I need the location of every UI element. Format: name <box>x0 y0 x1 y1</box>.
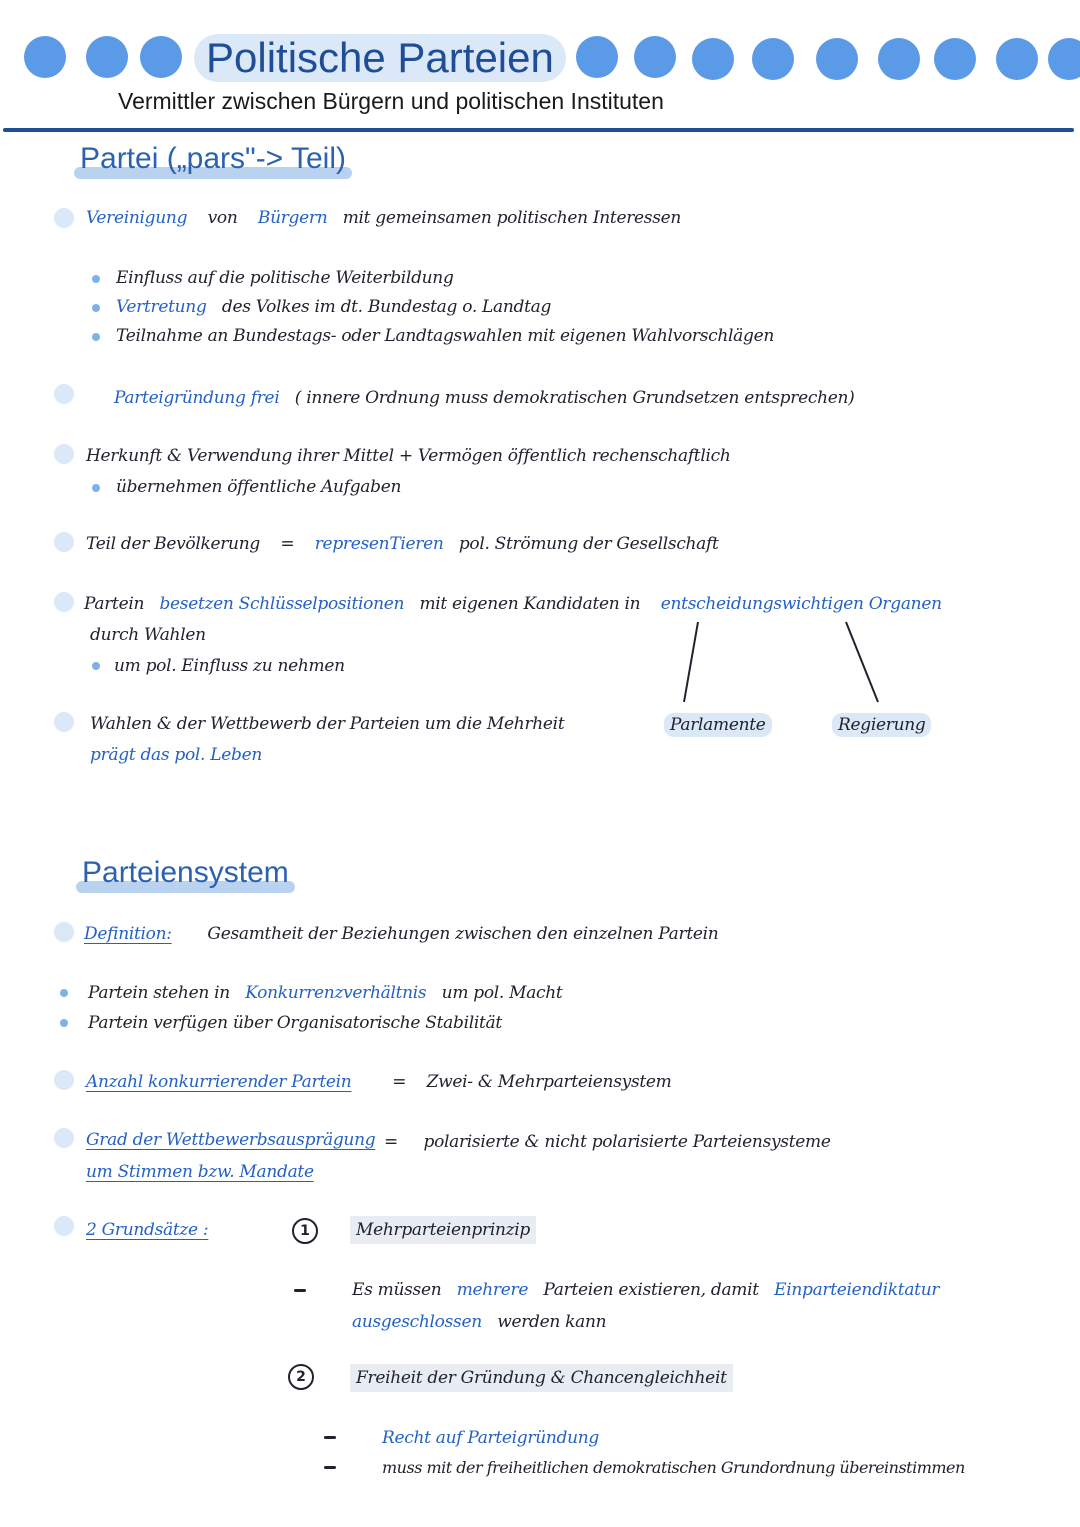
note-line: Recht auf Parteigründung <box>382 1428 599 1448</box>
note-line: Partein stehen in Konkurrenzverhältnis um pol. Macht <box>88 983 563 1003</box>
section-heading-partei: Partei („pars"-> Teil) <box>80 142 346 176</box>
note-line: ausgeschlossen werden kann <box>352 1312 607 1332</box>
dash-mark <box>324 1466 336 1469</box>
bullet-circle <box>54 1070 74 1090</box>
note-line: um pol. Einfluss zu nehmen <box>114 656 345 676</box>
branch-label-regierung: Regierung <box>832 713 931 737</box>
bullet-circle <box>54 922 74 942</box>
branch-label-parlamente: Parlamente <box>664 713 772 737</box>
note-line: Es müssen mehrere Parteien existieren, damit Einparteiendiktatur <box>352 1280 940 1300</box>
note-line: Einfluss auf die politische Weiterbildung <box>116 268 454 288</box>
note-line: durch Wahlen <box>90 625 206 645</box>
note-line: Partein verfügen über Organisatorische Stabilität <box>88 1013 502 1033</box>
note-line: 2 Grundsätze : <box>86 1220 209 1240</box>
bullet-circle <box>54 712 74 732</box>
note-line: Vereinigung von Bürgern mit gemeinsamen politischen Interessen <box>86 208 682 228</box>
note-line: Freiheit der Gründung & Chancengleichheit <box>350 1364 733 1392</box>
note-line: muss mit der freiheitlichen demokratischen Grundordnung übereinstimmen <box>382 1458 965 1477</box>
note-line: Grad der Wettbewerbsausprägung <box>86 1130 376 1150</box>
note-line: Wahlen & der Wettbewerb der Parteien um die Mehrheit <box>90 714 565 734</box>
dash-mark <box>294 1289 306 1292</box>
bullet-dot <box>60 1019 68 1027</box>
section-heading-parteiensystem: Parteiensystem <box>82 856 289 890</box>
number-circle: 1 <box>292 1218 318 1244</box>
note-line: um Stimmen bzw. Mandate <box>86 1162 314 1182</box>
note-line: Parteigründung frei ( innere Ordnung muss demokratischen Grundsetzen entsprechen) <box>114 388 855 408</box>
note-line: übernehmen öffentliche Aufgaben <box>116 477 402 497</box>
note-line: Herkunft & Verwendung ihrer Mittel + Vermögen öffentlich rechenschaftlich <box>86 446 731 466</box>
bullet-dot <box>60 989 68 997</box>
note-line: Teilnahme an Bundestags- oder Landtagswahlen mit eigenen Wahlvorschlägen <box>116 326 774 346</box>
note-line: Definition: Gesamtheit der Beziehungen zwischen den einzelnen Partein <box>84 924 719 944</box>
dash-mark <box>324 1436 336 1439</box>
note-line: Vertretung des Volkes im dt. Bundestag o. Landtag <box>116 297 552 317</box>
bullet-circle <box>54 1216 74 1236</box>
note-line: Anzahl konkurrierender Partein = Zwei- & Mehrparteiensystem <box>86 1072 672 1092</box>
page-subtitle: Vermittler zwischen Bürgern und politischen Instituten <box>118 88 664 114</box>
note-line: prägt das pol. Leben <box>90 745 263 765</box>
note-line: Teil der Bevölkerung = represenTieren pol. Strömung der Gesellschaft <box>86 534 719 554</box>
note-line: Partein besetzen Schlüsselpositionen mit eigenen Kandidaten in entscheidungswichtigen Organen <box>84 594 942 614</box>
number-circle: 2 <box>288 1364 314 1390</box>
bullet-circle <box>54 1128 74 1148</box>
note-line: Mehrparteienprinzip <box>350 1216 536 1244</box>
note-line: = polarisierte & nicht polarisierte Parteiensysteme <box>384 1132 831 1152</box>
page-title: Politische Parteien <box>194 34 566 82</box>
